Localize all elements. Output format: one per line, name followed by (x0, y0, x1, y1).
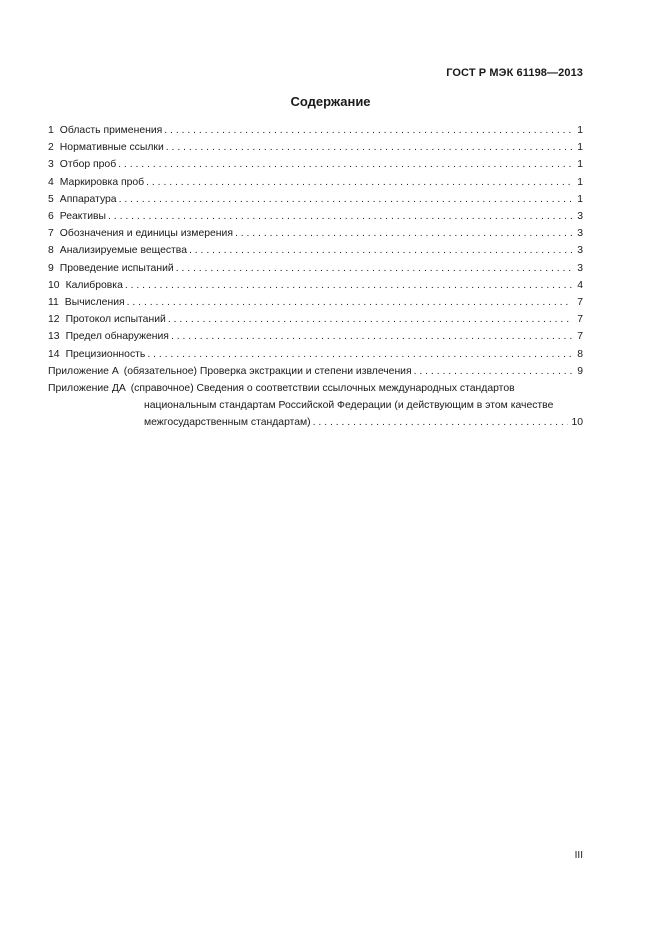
leader-dots (168, 311, 572, 328)
leader-dots (189, 242, 572, 259)
toc-entry[interactable] (48, 260, 583, 277)
toc-entry-number: 5 (48, 193, 54, 205)
toc-entry-page: 7 (577, 314, 583, 326)
toc-appendix-a[interactable] (48, 363, 583, 380)
toc-entry[interactable] (48, 242, 583, 259)
toc-entry-number: 3 (48, 159, 54, 171)
toc-entry-number: 8 (48, 245, 54, 257)
toc-entry-label: Прецизионность (65, 348, 146, 360)
appendix-da-line-1 (48, 380, 583, 397)
toc-entry-label: Калибровка (65, 279, 123, 291)
leader-dots (119, 191, 572, 208)
toc-entry-number: 12 (48, 314, 60, 326)
toc-entry-label: Протокол испытаний (65, 314, 166, 326)
toc-entry-label: Обозначения и единицы измерения (59, 228, 233, 240)
leader-dots (166, 139, 572, 156)
toc-entry-label: Область применения (59, 125, 163, 136)
toc-entry-page: 1 (577, 125, 583, 136)
toc-entry-page: 8 (577, 348, 583, 360)
appendix-da-text-1: (справочное) Сведения о соответствии ссылочных международных стандартов (130, 383, 515, 395)
leader-dots (313, 414, 569, 431)
toc-entry-page: 4 (577, 279, 583, 291)
page-number: III (574, 850, 583, 861)
toc-entry-page: 1 (577, 193, 583, 205)
toc-entry-number: 2 (48, 142, 54, 154)
leader-dots (164, 122, 572, 139)
toc-entry-label: Вычисления (64, 297, 125, 309)
toc-entry-page: 7 (577, 297, 583, 309)
toc-entry[interactable] (48, 122, 583, 139)
appendix-a-prefix: Приложение А (48, 365, 119, 377)
toc-entry[interactable] (48, 294, 583, 311)
toc-entry-number: 6 (48, 211, 54, 223)
toc-entry-label: Предел обнаружения (65, 331, 169, 343)
toc-entry-page: 1 (577, 142, 583, 154)
toc-entry-label: Проведение испытаний (59, 262, 174, 274)
toc-entry-number: 9 (48, 262, 54, 274)
leader-dots (146, 174, 572, 191)
appendix-da-line-2 (48, 397, 583, 414)
toc-entry-number: 11 (48, 297, 59, 309)
toc-entry-label: Анализируемые вещества (59, 245, 187, 257)
toc-entry-page: 3 (577, 211, 583, 223)
toc-entry[interactable] (48, 311, 583, 328)
appendix-da-text-3: межгосударственным стандартам) (144, 417, 311, 429)
toc-entry-number: 14 (48, 348, 60, 360)
appendix-da-prefix: Приложение ДА (48, 383, 126, 395)
appendix-a-page: 9 (577, 365, 583, 377)
document-standard-id: ГОСТ Р МЭК 61198—2013 (446, 67, 583, 79)
toc-entry[interactable] (48, 156, 583, 173)
toc-entry-label: Отбор проб (59, 159, 117, 171)
toc-entry-number: 13 (48, 331, 60, 343)
toc-entry[interactable] (48, 208, 583, 225)
toc-entry[interactable] (48, 277, 583, 294)
toc-entry-number: 10 (48, 279, 60, 291)
toc-entry-page: 3 (577, 228, 583, 240)
leader-dots (235, 225, 572, 242)
toc-entry-page: 1 (577, 176, 583, 188)
toc-entry-page: 7 (577, 331, 583, 343)
page-title: Содержание (290, 94, 371, 109)
toc-entry-label: Нормативные ссылки (59, 142, 164, 154)
toc-entry[interactable] (48, 328, 583, 345)
leader-dots (118, 156, 572, 173)
toc-entry-page: 3 (577, 245, 583, 257)
appendix-da-page: 10 (571, 417, 583, 429)
appendix-da-text-2: национальным стандартам Российской Федерации (и действующим в этом качестве (144, 400, 554, 412)
toc-entry-number: 1 (48, 125, 54, 136)
leader-dots (108, 208, 572, 225)
toc-entry-label: Маркировка проб (59, 176, 145, 188)
toc-entry-number: 4 (48, 176, 54, 188)
toc-entry-label: Реактивы (59, 211, 107, 223)
toc-entry-page: 3 (577, 262, 583, 274)
leader-dots (127, 294, 572, 311)
toc-entries (48, 122, 583, 363)
leader-dots (125, 277, 572, 294)
toc-entry[interactable] (48, 174, 583, 191)
leader-dots (147, 346, 572, 363)
toc-entry-number: 7 (48, 228, 54, 240)
toc-entry[interactable] (48, 225, 583, 242)
toc-entry[interactable] (48, 191, 583, 208)
leader-dots (414, 363, 572, 380)
toc-entry-label: Аппаратура (59, 193, 117, 205)
toc-entry-page: 1 (577, 159, 583, 171)
appendix-da-line-3 (48, 414, 583, 431)
leader-dots (176, 260, 572, 277)
table-of-contents (48, 122, 583, 432)
toc-entry[interactable] (48, 346, 583, 363)
toc-entry[interactable] (48, 139, 583, 156)
leader-dots (171, 328, 572, 345)
toc-appendix-da[interactable] (48, 380, 583, 432)
appendix-a-label: (обязательное) Проверка экстракции и степени извлечения (123, 365, 412, 377)
